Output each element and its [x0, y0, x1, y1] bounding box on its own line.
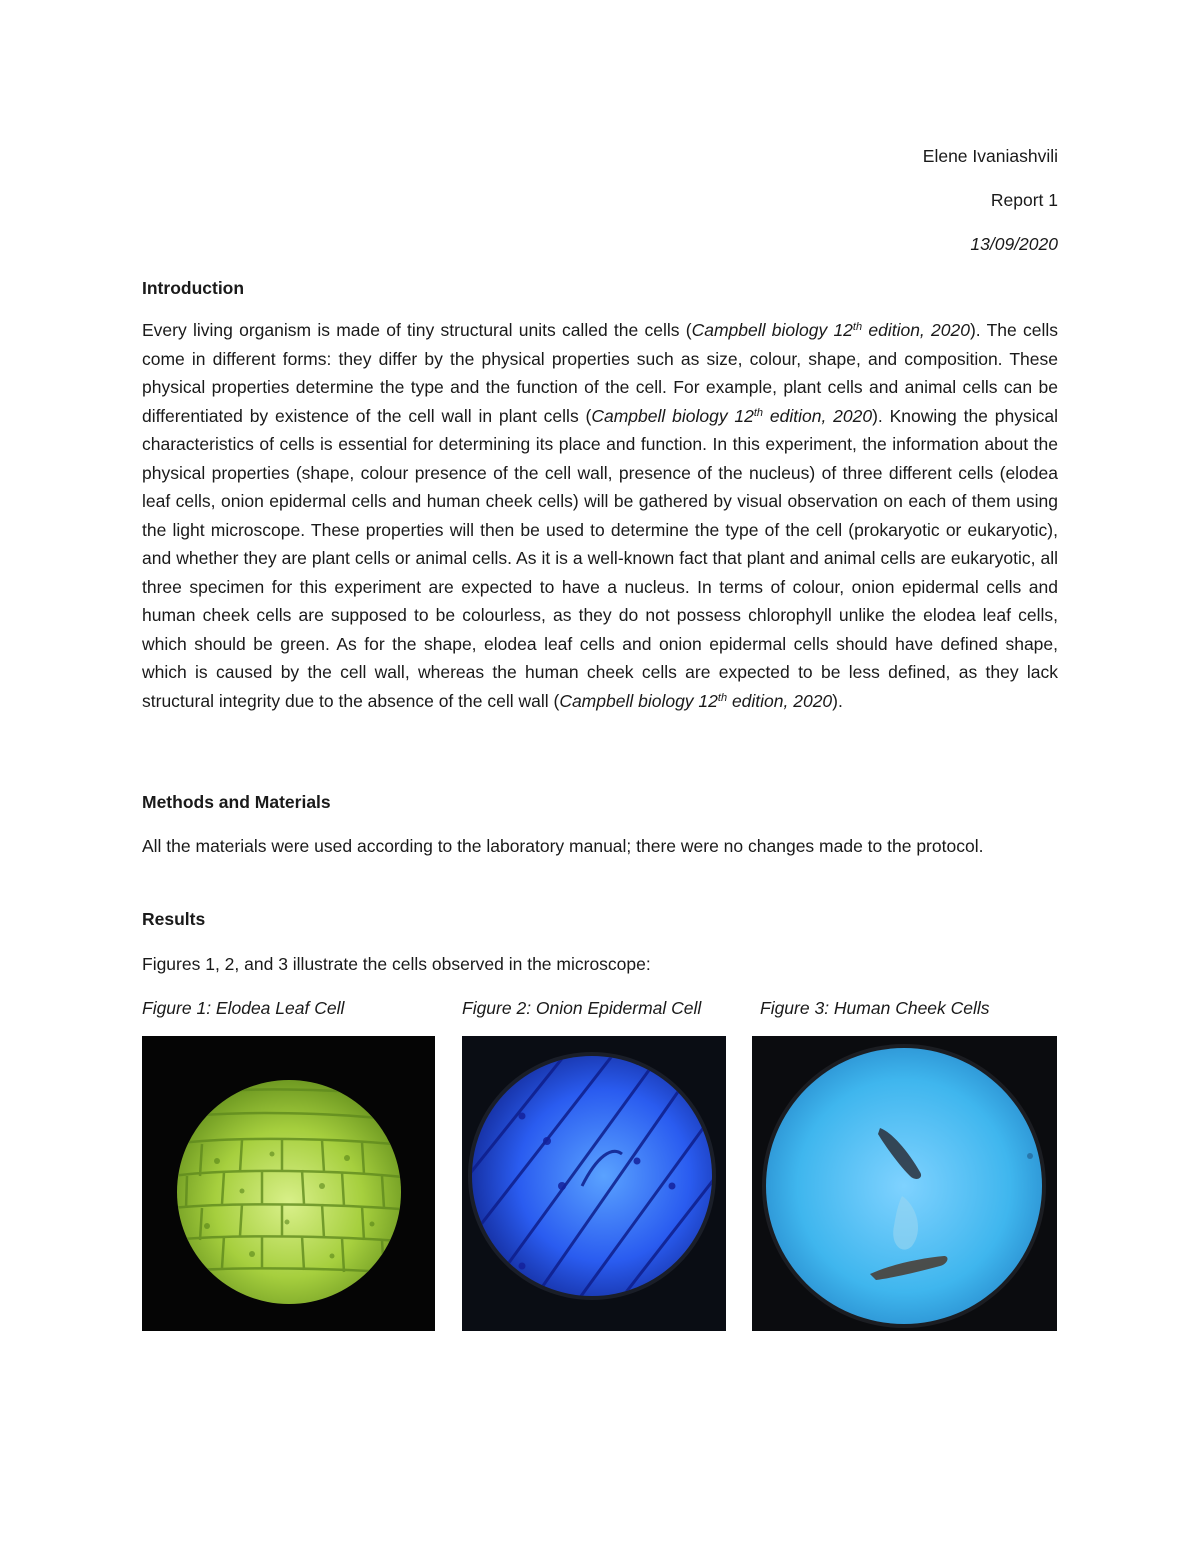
methods-heading: Methods and Materials: [142, 792, 331, 812]
onion-epidermal-micrograph: [462, 1036, 726, 1331]
citation: Campbell biology 12th edition, 2020: [691, 320, 970, 340]
citation: Campbell biology 12th edition, 2020: [591, 405, 873, 426]
introduction-heading: Introduction: [142, 278, 245, 298]
author-name: Elene Ivaniashvili: [922, 146, 1058, 166]
figure-3-caption: Figure 3: Human Cheek Cells: [760, 998, 990, 1018]
report-number: Report 1: [990, 190, 1058, 210]
cheek-cell-micrograph: [752, 1036, 1057, 1331]
intro-text: ).: [832, 690, 843, 711]
cheek-cell-image: [752, 1036, 1057, 1331]
introduction-paragraph: [142, 316, 1058, 715]
intro-text: ). The cells come in different forms: they differ by the physical properties such as size, colour, shape, and composition. These physical properties determine the type and the function of the cell. For example, plant cells and animal cells can be differentiated by existence of the cell wall in plant cells (: [142, 320, 1058, 426]
onion-epidermal-image: [462, 1036, 726, 1331]
elodea-leaf-image: [142, 1036, 435, 1331]
report-date: 13/09/2020: [970, 234, 1058, 254]
figure-1-caption: Figure 1: Elodea Leaf Cell: [142, 998, 345, 1018]
results-paragraph: Figures 1, 2, and 3 illustrate the cells observed in the microscope:: [142, 954, 651, 974]
citation: Campbell biology 12th edition, 2020: [559, 690, 833, 711]
methods-paragraph: All the materials were used according to the laboratory manual; there were no changes made to the protocol.: [142, 836, 984, 856]
figure-2-caption: Figure 2: Onion Epidermal Cell: [462, 998, 702, 1018]
intro-text: Every living organism is made of tiny structural units called the cells (: [142, 320, 692, 340]
results-heading: Results: [142, 909, 206, 929]
elodea-leaf-micrograph: [142, 1036, 435, 1331]
intro-text: ). Knowing the physical characteristics of cells is essential for determining its place and function. In this experiment, the information about the physical properties (shape, colour presence of the cell wall, presence of the nucleus) of three different cells (elodea leaf cells, onion epidermal cells and human cheek cells) will be gathered by visual observation on each of them using the light microscope. These properties will then be used to determine the type of the cell (prokaryotic or eukaryotic), and whether they are plant cells or animal cells. As it is a well-known fact that plant and animal cells are eukaryotic, all three specimen for this experiment are expected to have a nucleus. In terms of colour, onion epidermal cells and human cheek cells are supposed to be colourless, as they do not possess chlorophyll unlike the elodea leaf cells, which should be green. As for the shape, elodea leaf cells and onion epidermal cells should have defined shape, which is caused by the cell wall, whereas the human cheek cells are expected to be less defined, as they lack structural integrity due to the absence of the cell wall (: [142, 405, 1058, 711]
